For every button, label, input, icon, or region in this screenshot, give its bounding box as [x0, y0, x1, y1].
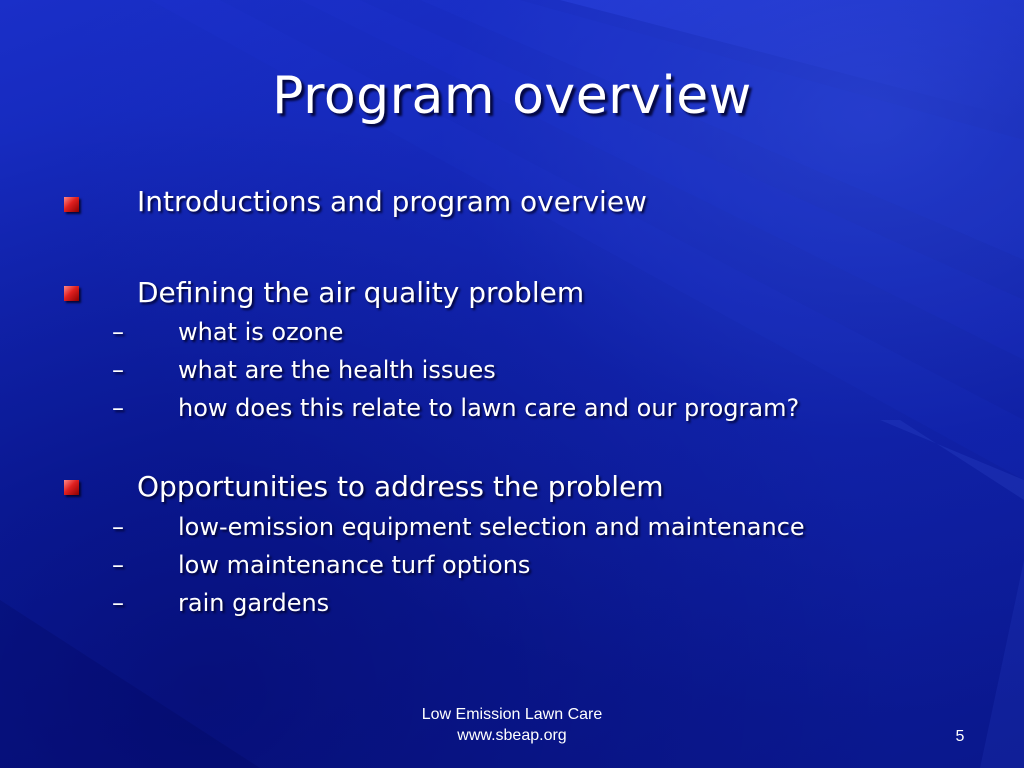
dash-marker: – — [112, 513, 124, 541]
slide-title: Program overview — [272, 66, 752, 126]
red-square-bullet-icon — [64, 480, 79, 495]
bullet-item — [0, 467, 1024, 507]
dash-marker: – — [112, 551, 124, 579]
sub-item-text: rain gardens — [178, 589, 330, 617]
red-square-bullet-icon — [64, 197, 79, 212]
sub-item — [0, 391, 1024, 425]
sub-item-text: what is ozone — [178, 318, 344, 346]
sub-item — [0, 510, 1024, 544]
dash-marker: – — [112, 356, 124, 384]
red-square-bullet-icon — [64, 286, 79, 301]
sub-item-text: low maintenance turf options — [178, 551, 531, 579]
footer-website: www.sbeap.org — [457, 727, 567, 744]
sub-item — [0, 548, 1024, 582]
footer-title: Low Emission Lawn Care — [421, 706, 603, 723]
bullet-text: Defining the air quality problem — [137, 276, 585, 309]
sub-item-text: low-emission equipment selection and maintenance — [178, 513, 805, 541]
sub-item-text: what are the health issues — [178, 356, 496, 384]
dash-marker: – — [112, 394, 124, 422]
dash-marker: – — [112, 589, 124, 617]
dash-marker: – — [112, 318, 124, 346]
sub-item — [0, 353, 1024, 387]
bullet-text: Opportunities to address the problem — [137, 470, 664, 503]
page-number: 5 — [955, 728, 965, 745]
sub-item — [0, 315, 1024, 349]
bullet-text: Introductions and program overview — [137, 185, 647, 218]
bullet-item — [0, 182, 1024, 222]
sub-item-text: how does this relate to lawn care and our program? — [178, 394, 800, 422]
slide-footer — [362, 704, 662, 746]
bullet-item — [0, 273, 1024, 313]
sub-item — [0, 586, 1024, 620]
